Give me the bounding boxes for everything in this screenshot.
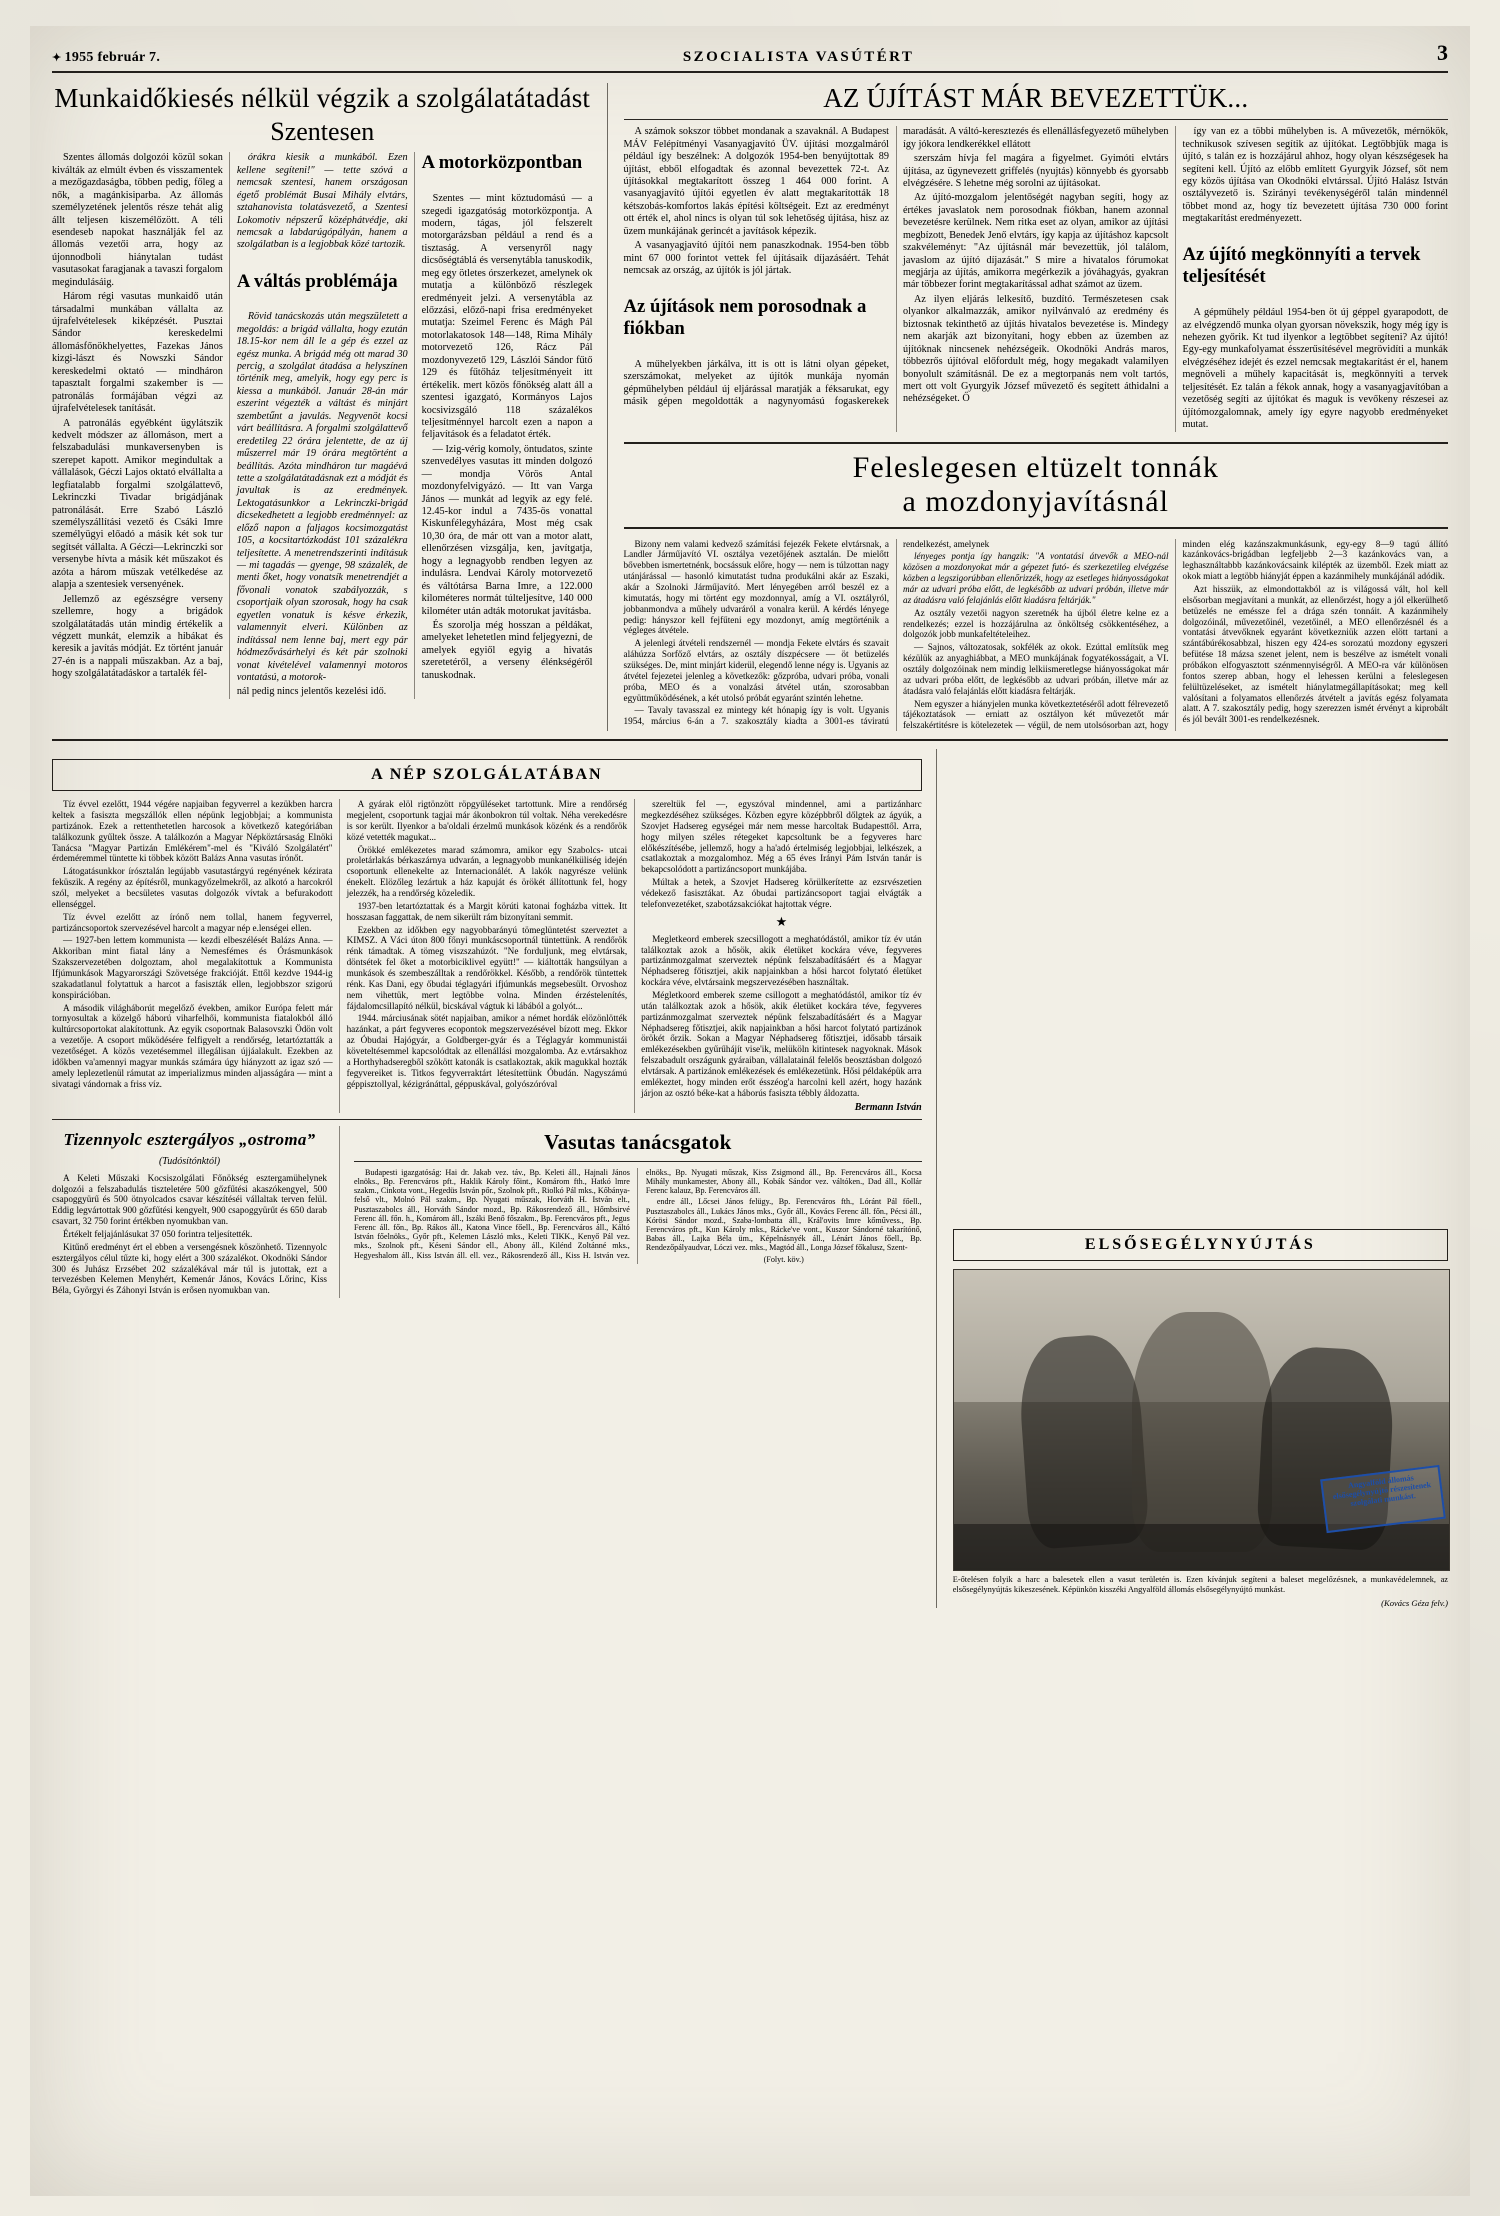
title-line-2: a mozdonyjavításnál <box>902 484 1169 518</box>
paragraph: Kitűnő eredményt ért el ebben a versengésnek köszönhető. Tizennyolc esztergályos célul tűzte ki, hogy elért a 300 százalékot. Okodnöki Sándor 300 és Juhász Erzsébet 202 százalékával már túl is jutottak, ezt a tervezésben Kelemen Menyhért, Kemenár János, Kovács Lőrinc, Kiss Béla, Györgyi és Záhonyi István is erősen nyomukban van. <box>52 1241 327 1296</box>
article-tizennyolc-title: Tizennyolc esztergályos „ostroma” <box>63 1129 316 1149</box>
right-column-block <box>608 83 1449 731</box>
elsosegely-title: ELSŐSEGÉLYNYÚJTÁS <box>953 1229 1448 1261</box>
paragraph: A vasanyagjavító újítói nem panaszkodnak. 1954-ben több mint 67 000 forintot vettek fel újításaik díjazásáért. Tehát nemcsak az ország, az újítók is jól jártak. <box>623 240 889 277</box>
article-munkaidokieses <box>52 83 608 731</box>
paragraph: Nem egyszer a hiányjelen munka következtetéséről adott félrevezető tájékoztatások — erniatt az osztályon két művezetőt már felszakértitésre is kötelezetek — végül, de nem utolsósorban azt, hogy minden elég kazánszakmunkásunk, egy-egy 8—9 tagú állító kazánkovács-brigádban legfeljebb 2—3 kazánkovács van, a leghasználtabbb kazánkovácsaink kilépték az üzemből. Ezek miatt az okok miatt a legtöbb hiányját éppen a kazánmihely munkájánál adódik. <box>903 538 1448 731</box>
paragraph: És szorolja még hosszan a példákat, amelyeket lehetetlen mind feljegyezni, de amelyek egyiől egyig a hivatás szeretetéről, a verseny élénkségéről tanuskodnak. <box>421 619 593 681</box>
masthead-paper-name: SZOCIALISTA VASÚTÉRT <box>682 49 915 65</box>
paragraph: — 1927-ben lettem kommunista — kezdi elbeszélését Balázs Anna. — Akkoriban mint fiatal lány a Nemesfémes és Órásmunkások Szakszervezetében dolgoztam, ahol megalakítottuk a Kommunista Ifjúmunkások Magyarországi Szövetsége frakcióját. Ettől kezdve 1944-ig szakadatlanul folytattuk a harcot a fasiszták ellen, legjobbszor szigorú konspirációban. <box>52 935 333 1000</box>
section-heading: A motorközpontban <box>421 152 583 174</box>
paragraph: Értékelt feljajánlásukat 37 050 forintra teljesítették. <box>63 1228 253 1239</box>
article-body <box>52 152 593 699</box>
divider <box>52 739 1448 741</box>
paragraph: A műhelyekben járkálva, itt is ott is látni olyan gépeket, szerszámokat, melyeket az újítók munkája nyomán gépműhelyben például új eljárással maratják a féksarukat, egy másik gépen megoldották a nagynyomású fogaskerekek maradását. A váltó-keresztezés és ellenállásfegyezető műhelyben így jókora lendkerékkel ellátott <box>623 126 1169 408</box>
masthead <box>52 40 1448 73</box>
elsosegely-block <box>937 749 1448 1608</box>
article-kicker: (Tudósítónktól) <box>158 1155 221 1167</box>
divider <box>624 119 1449 120</box>
article-ujitas-body <box>624 126 1449 431</box>
article-nep <box>52 749 937 1608</box>
paragraph: szereltük fel —, egyszóval mindennel, ami a partizánharc megkezdéséhez szükséges. Közben egyre középbbről dőlgtek az ágyúk, a Szovjet Hadsereg egységei már nem messe harcoltak Budapesttől. Arra, hogy milyen széles rétegeket kapcsoltunk be a fegyveres harc előkészítésébe, jellemző, hogy a ha'adó értelmiség legjobbjai, lelkészek, a csatlakoztak a mozgalomhoz. Még a 65 éves Irányi Pám István tanár is bekapcsolódott a partizáncsoport munkájába. <box>641 799 922 875</box>
paragraph: így van ez a többi műhelyben is. A művezetők, mérnökök, technikusok szívesen segítik az újítókat. Legtöbbjük maga is újító, s talán ez is hozzájárul ahhoz, hogy olyan készségesek ha segíteni kell. Újító az előbb említett Gyurgyik József, sőt nem egy közös újítása van Okodnöki elvtárssal. Újító Halász István osztályvezető is. Szirányi tevékenységéről talán mindennél többet mond az, hogy tíz bevezetett újítása 730 000 forint megtakarítást eredményezett. <box>1182 126 1448 225</box>
paragraph: endre áll., Lőcsei János felügy., Bp. Ferencváros fth., Lóránt Pál főell., Pusztaszabolcs áll., Lukács János mks., Győr áll., Kovács Ferenc áll. főn., Pécsi áll., Kórösi Sándor mozd., Szaba-lombatta áll., Král'ovits Imre kőművess., Bp. Ferencváros pft., Kun Károly mks., Rácke've vont., Kuszor Sándorné takarítónő, Babas áll., Lajka Béla üm., Képelnásnyék áll., Lénárt János főell., Bp. Rendezőpályaudvar, Lóczi vez. mks., Magtód áll., Longa József főkalusz, Szent- <box>645 1197 922 1253</box>
section-separator: ★ <box>775 913 788 929</box>
masthead-date: ✦ 1955 február 7. <box>52 50 161 65</box>
title-line-1: Feleslegesen eltüzelt tonnák <box>852 450 1219 484</box>
elsosegely-photo <box>953 1269 1450 1571</box>
article-tonnak-body <box>624 539 1449 732</box>
paragraph: Rövid tanácskozás után megszületett a megoldás: a brigád vállalta, hogy ezután 18.15-kor nem áll le a gép és ezzel az egész munka. A brigád még ott marad 30 percig, a szolgálat átadása a helyszínen történik meg, amelyik, hogy egy perc is kiessa a munkából. Január 28-án már eszerint végezték a váltást és minjárt szembetűnt a javulás. Negyvenöt kocsi várt beállításra. A forgalmi szolgálattevő eredetileg 22 órára jelentette, de az új műszerrel már 19 órára megtörtént a beállítás. Azóta mindháron tur magáévá tette a szolgálatátadásnak ezt a módját és javultak is az eredmények. Lektogatásunkkor a Lekrinczki-brigád dicsekedhetett a legjobb eredménnyel: az előző napon a faljagos kocsimozgatást 105, a kocsitartózkodást 101 százalékra teljesítette. A menetrendszerinti indításuk — mi tagadás — gyenge, 98 százalék, de menti őket, hogy vonatsík menetrendjét a fővonali vonatok szabályozzák, s csoportjaik olyan szorosak, hogy ha csak egyetlen vonatuk is késve érkezik, valamennyit elveri. Különben az indítással nem lenne baj, mert egy pár hódmezővásárhelyi és két pár szolnoki vonat kivételével valamennyi motoros vontatású, a motorok- <box>236 311 408 683</box>
paragraph: Az osztály vezetői nagyon szeretnék ha újból életre kelne ez a rendelkezés; ezzel is hozzájárulna az önköltség csökkentéséhez, a dolgozók jobb munkafeltételeihez. <box>903 607 1169 640</box>
top-area <box>52 83 1448 731</box>
paragraph: A jelenlegi átvételi rendszernél — mondja Fekete elvtárs és szavait aláhúzza Sorfőző elvtárs, az osztály díszpécsere — öt betüzelés szükséges. De, mint minjárt kiderül, elegendő lenne négy is. Ugyanis az átvétel fejezetei jelenleg a következők: gőzpróba, udvari próba, vonali próba, MEO és a vonalzási átvétel után, szorosabban együttműködésének, a két utolsó próbát egyaránt szintén lehetne. <box>623 638 889 703</box>
paragraph: nál pedig nincs jelentős kezelési idő. <box>236 686 387 698</box>
article-title: Munkaidőkiesés nélkül végzik a szolgálatátadást <box>54 83 591 113</box>
paragraph: Budapesti igazgatóság: Hai dr. Jakab vez. táv., Bp. Keleti áll., Hajnali János elnöks., Bp. Ferencváros pft., Haklik Károly főint., Komárom fth., Hatkó lmre szakm., Cinkota vont., Hegedüs István pőr., Szolnok pft., Riolkó Pál mks., Kőbánya-felső vlt., Molnó Pál szakm., Bp. Nyugati műszak, Horváth H. István elt., Pusztaszabolcs áll., Horváth Sándor mozd., Bp. Rákosrendező áll., Hőmbsirvé Ferenc áll. főn. h., Komárom áll., Iszáki Benő főszakm., Bp. Ferencváros pft., Jegus Ferenc áll. főn., Bp. Rákos áll., Katona Vince főell., Bp. Ferencváros áll., Káltó István főelnöks., Győr pft., Kelemen László mks., Keleti TIKK., Kenyő Pál vez. mks., Szolnok pft., Késeni Sándor ell., Abony áll., Kilénd Zoltánné mks., Hegyeshalom áll., Kiss István áll. ell. vez., Rákosrendező áll., Kiss H. István vez. elnöks., Bp. Nyugati műszak, Kiss Zsigmond áll., Bp. Ferencváros áll., Kocsa Mihály munkamester, Abony áll., Kobák Sándor vez. váltóken., Dad áll., Kollár Ferenc kalauz, Bp. Ferencváros áll. <box>354 1167 922 1260</box>
article-tanacsok-body <box>354 1168 922 1264</box>
section-heading: Az újító megkönnyíti a tervek teljesítését <box>1182 244 1421 288</box>
continuation-note: (Folyt. köv.) <box>763 1254 804 1264</box>
photo-foreground <box>954 1524 1449 1570</box>
paragraph: Szentes — mint köztudomású — a szegedi igazgatóság motorközpontja. A modern, tágas, jól felszerelt motorgarázsban például a rend és a tisztaság. A versenyről nagy dicsőségtáblá és versenytábla tanuskodik, meg egy ötletes órszerkezet, amelynek ok mutatja a különböző részlegek eredményeit jelzi. A versenytábla az előzzási, előző-napi frisa eredményeket mutatja: Szeimel Ferenc és Mágh Pál motorlakatosok 148—148, Rima Mihály motorvezető 126, Rácz Pál mozdonyvezető 129, Lászlói Sándor fűtő 129 és fűtőház teljesítményeit itt értékelik. mert közös főnökség alatt áll a szentesi igazgató, Kormányos Lajos kocsivizsgáló 118 százalékos teljesítménnyel harcolt ezen a napon a feljavítások és a feladatot érték. <box>421 193 593 441</box>
paragraph: Jellemző az egészségre verseny szellemre, hogy a brigádok szolgálatátadás után mindig értékelik a végzett munkát, elemzik a hibákat és keresik a javítás módját. Ez történt január 27-én is a nappali műszakban. Az a baj, hogy szolgálatátadáskor a tartalék fél- <box>52 593 223 680</box>
paragraph: A számok sokszor többet mondanak a szavaknál. A Budapest MÁV Felépítményi Vasanyagjavító ÜV. újítási mozgalmáról például így beszélnek: A dolgozók 1954-ben benyújtottak 89 újítást, ebből elfogadtak és azonnal bevezettek 72-t. Az újításokkal megtakarított összeg 1 464 000 forint. A vasanyagjavító újítói egyetlen év alatt megtakarították 18 kétszobás-komfortos lakás építési költségeit. Ezt az eredményt ott érték el, ahol nincs is olyan túl sok lehetőség újítása, hisz az üzem munkájának gerincét a javítások képezik. <box>623 126 889 237</box>
paragraph: A Keleti Műszaki Kocsiszolgálati Főnökség esztergamühelynek dolgozói a felszabadulás tiszteletére 500 gőzfűtési akaszókengyel, 500 csapoggyürű és 500 ötnyolcados csavar készítéséi vállaltak terven felül. Eddig legvártottak 900 gőzfűtési kengyelt, 900 csapoggyürűt és 650 darab csavart, 32 750 forint értékben nyomukban van. <box>52 1172 327 1227</box>
paragraph: A második világháborút megelőző években, amikor Európa felett már tornyosultak a közelgő háború viharfelhői, kommunista fiatalokból álló kultúrcsoportokat alakítottunk. Az egyik csoportnak Balasovszki Ödön volt a vezetője. A csoport működésére felfigyelt a rendőrség, letartóztatták a vezetőséget. A közös vezetésemmel illegálisan újjáalakult. Ezekben az időkben va'amennyi magyar munkás számára úgy hiányzott az igaz szó — amely leplezetlenül rámutat az imperializmus minden aljasságára — mint a sivatagi vándornak a friss víz. <box>52 1002 333 1089</box>
article-nep-title: A NÉP SZOLGÁLATÁBAN <box>52 759 922 791</box>
paragraph: szerszám hívja fel magára a figyelmet. Gyimóti elvtárs újítása, az ügynevezett griffelés (nyujtás) könnyebb és gyorsabb elvégzésére. S lehetne még sorolni az újításokat. <box>903 153 1169 189</box>
paragraph: — Sajnos, változatosak, sokfélék az okok. Ezúttal említsük meg kézülük az anyaghiábbat, a MEO munkájának fogyatékosságait, a VI. osztály dolgozóinak nem mindig lelkiismeretlegse hiányosságokat már az udvari próba előtt, de legkésőbb az udvari próbán, illetve már az átadásra való felajánlás előtt kiadásra feltárják. <box>903 642 1169 696</box>
paragraph: Megletkeord emberek szecsillogott a meghatódástól, amikor tíz év után találkoztak azok a hősök, akik életüket kockára véve, fegyveres partizánmozgalmat szerveztek népünk felszabadításáért és a Magyar Néphadsereg főtisztjei, akik napjainkban a hősi harcot folytató életüket kockára véve, elvtársaink megszervezésében használtak. <box>641 933 922 988</box>
section-heading: A váltás problémája <box>236 270 398 292</box>
paper-sheet <box>30 26 1470 2196</box>
article-subtitle: Szentesen <box>270 117 375 147</box>
paragraph: Ezekben az időkben egy nagyobbarányú tömeglüntetést szerveztet a KIMSZ. A Váci úton 800 főnyi munkáscsoportnál tüntettünk. A rendőrök rénk támadtak. A tömeg viszszahúzót. "Ne forduljunk, meg elvtársak, döntsétek fel őket a motorbiciklivel együtt!" — kiáltották hangsúlyan a munkások és szembeszálltak a rendőrökkel. Később, a rendőrök tüntettek rénk. Kas Dani, egy őbudai téglagyári ifjúmunkás megsebesült. Orvoshoz nem vihettük, mert legtöbbe volna. Minden érzéstelenítés, fájdalomcsillapító nélkül, bicskával vágtuk ki lábából a golyót... <box>346 924 628 1011</box>
paragraph: A gépműhely például 1954-ben öt új géppel gyarapodott, de az elvégzendő munka olyan gyorsan növekszik, hogy még így is nehezen győrik. Kt tud ilyenkor a legtöbbet segíteni? Az újító! Egy-egy munkafolyamat ésszerűsítésével megrövidíti a munkák elvégzéséhez idejét és ezzel nemcsak megtakarítást ér el, hanem megnöveli a műhely kapacitását is, megkönnyíti a tervek teljesítését. Ez talán a fékok annak, hogy a vasanyagjavítóban a vezetőség segíti az újítókat és maguk is vevőkeny részesei az újítómozgalomnak, amely így egyre nagyobb eredményeket mutat. <box>1182 307 1448 431</box>
article-tonnak-title <box>624 442 1449 529</box>
paragraph: Tíz évvel ezelőtt az írónő nem tollal, hanem fegyverrel, partizáncsoportok szervezésével harcolt a magyar nép e.lenségei ellen. <box>52 911 333 933</box>
photo-credit: (Kovács Géza felv.) <box>1381 1598 1448 1609</box>
paragraph: A patronálás egyébként ügylátszik kedvelt módszer az állomáson, mert a felszabadulási munkaversenyben is szerepet kapott. Amikor megindultak a vállalások, Géczi Lajos oktató elvállalta a legfiatalabb forgalmi szolgálattevő, Lekrinczki Tivadar brigádjának patronálását. Erre Szabó László személyszállítási vezető és Csáki Imre személyügyi előadó a másik két sok tur segítsét vállalta. A Géczi—Lekrinczki sor versenybe hívta a másik két műszakot és azóta a három műszak vetélkedése az alapja a szentesiek versenyének. <box>52 417 223 591</box>
paragraph: A gyárak elöl rigtönzött röpgyűléseket tartottunk. Mire a rendőrség megjelent, csoportunk tagjai már ákonbokron túl voltak. Néha verekedésre is sor került. Ilyenkor a ba'oldali érzelmű munkások közénk és a rendőrök közé vetették magukat... <box>346 799 628 842</box>
photo-figure <box>1132 1312 1272 1552</box>
photo-stamp: Angyalföld állomás elsősegélynyújtó részesítenek szolgálati munkást. <box>1320 1465 1446 1533</box>
photo-caption: E-őtelésen folyik a harc a balesetek ellen a vasut területén is. Ezen kívánjuk segíteni a baleset megelőzésnek, a munkavédelemnek, az elsősegélynyújtás kikeszesének. Képünkön kisszéki Angyalföld állomás elsősegélynyújtó munkást. <box>952 1575 1448 1595</box>
paragraph: 1944. márciusának sötét napjaiban, amikor a német hordák elözönlötték hazánkat, a párt fegyveres ecopontok megszervezésével bízott meg. Ekkor az Óbudai Hajógyár, a Goldberger-gyár és a Téglagyár kommunistái követeltésemmel kapcsolódtak az ellenállási mozgalomba. Az e.vtársakhoz a Horthyhadseregből szökött katonák is csatlakoztak, akik magukkal hozták fegyvereiket is. Titkos fegyverraktárt létesítettünk Óbudán. Nagyszámú géppisztollyal, kézigránáttal, géppuskával, golyószóróval <box>346 1013 628 1089</box>
paragraph: lényeges pontja így hangzik: "A vontatási átvevők a MEO-nál közösen a mozdonyokat már a gépezet futó- és szerkezetileg elvégzése közben a legszigorúbban ellenőrizzék, hogy az esetleges hiányosságokat már az udvari próba előtt, de legkésőbb az udvari próbán, illetve már az átadásra való felajánlás előtt kiadásra feltárják." <box>903 551 1169 605</box>
paragraph: Tíz évvel ezelőtt, 1944 végére napjaiban fegyverrel a kezükben harcra keltek a fasiszta megszállók ellen népünk legjobbjai; a kommunista partizánok. Ezek a rettenthetetlen harcosok a következő kategóriában találkozunk gyűltek össze. A találkozón a Magyar Népköztársaság Elnöki Tanácsa "Magyar Partizán Emlékérem"-mel és "Kiváló Szolgálatért" érdeméremmel tüntette ki többek között Balázs Anna vasutas írónőt. <box>52 799 333 864</box>
article-tizennyolc <box>52 1126 340 1298</box>
paragraph: Az ilyen eljárás lelkesítő, buzdító. Természetesen csak olyankor alkalmazzák, amikor nyilvánvaló az eredmény és biztosnak tekinthető az újítás hivatalos bevezetése is. Mindegy nem akarják azt bizonyítani, hogy ebben az üzemben az újítóknak nincsenek nehézségeik. Okodnöki András maros, többezrős újítóval előfordult még, hogy megakadt valamilyen bonyolult számításnál. De ez a megtorpanás nem volt tartós, mert ott volt Gyurgyik József művezető és segített áthidalni a nehézségeket. Ő <box>903 293 1169 405</box>
paragraph: — Tavaly tavasszal ez mintegy két hónapig így is volt. Ugyanis 1954, március 6-án a 7. szakosztály kiadta a 3001-es táviratú rendelkezést, amelynek <box>623 538 990 727</box>
paragraph: Az újító-mozgalom jelentőségét nagyban segíti, hogy az értékes javaslatok nem porosodnak fiókban, hanem azonnal bevezetésre kerülnek. Nem ritka eset az olyan, amikor az újítási megbízott, Benedek Jenő elvtárs, így kapja az újításhoz kapcsolt szakvéleményt: "Az újításnál már bevezettük, jól találom, javaslom az újító díjazását." S mire a hivatalos fórumokat megjárja az újítás, amikorra megérkezik a jóváhagyás, gyakran már többezer forint megtakarítással adhat számot az üzem. <box>903 192 1169 291</box>
paragraph: Látogatásunkkor írósztalán legújabb vasutastárgyú regényének kézirata feküszik. A regény az építésről, munkagyőzelmekről, az alkotó a harcokról szól, melyeket a becsületes vasutas dolgozók vívtak a befurakodott ellenséggel. <box>52 866 333 909</box>
paragraph: Szentes állomás dolgozói közül sokan kiválták az elmúlt évben és visszamentek a mezőgazdaságba, többen pedig, főleg a nők, a magánkisiparba. Az állomás személyzetének jelentős része tehát alig állt teljesen kiszemélőzött. A téli esendeseb napokat használják fel az állomás vezetői arra, hogy az újonnodboli hiánytalan tudást vasutasokat faragjanak a tavaszi forgalom megindulásáig. <box>52 152 223 288</box>
paragraph: Örökké emlékezetes marad számomra, amikor egy Szabolcs- utcai proletárlakás bérkaszárnya udvarán, a legnagyobb munkanélküliség idején csoportunk ellenekelte az Internacionálét. A lakók nagyrésze velünk énekelt. Elözőleg lezártuk a ház kapuját és örökét állítottunk fel, hogy jelezzék, ha a rendőrség közeledik. <box>346 844 628 899</box>
paragraph: Három régi vasutas munkaidő után társadalmi munkában vállalta az újrafelvételesek kiképzését. Pusztai Sándor kereskedelmi állomásfőnökhelyettes, Fazekas János kizgi-lászt és Nowszki Sándor kereskedelmi oktató — mindháron tapasztalt forgalmi szakember is — patronálás formájában végzi az újrafelvételesek tanítását. <box>52 291 223 415</box>
divider <box>354 1161 922 1162</box>
paragraph: Múltak a hetek, a Szovjet Hadsereg körülkerítette az ezsrvészetien védekező fasisztákat. Az óbudai partizáncsoport tagjai elvágták a telefonvezetéket, szabotázsakciókat hajtottak végre. <box>641 877 922 909</box>
paragraph: Azt hisszük, az elmondottakból az is világossá vált, hol kell elsősorban megjavítani a munkát, az ellenőrzést, hogy a jól elkerülhető betüzelés ne eméssze fel a drága szén tonnáit. A kazánmihely dolgozóinál, művezetőinél, vezetőinél, a MEO ellenőrzésnél és a vontatási átvevőknek egyaránt következniük azzen elött tartani a szántábúrékosabbzal, hiszen egy 424-es sorozatú mozdony egyszeri befütése 18 mázsa szenet jelent, nem is beszélve az ismételt vonali próbákon elfogyasztott szénmennyiségről. A MEO-ra vár különösen fontos szerep abban, hogy el lehessen kerülni a feleslegesen felültüzeléseket, az ismételt hiánylatmegállapításokat; meg kell valósítani a folyamatos ellenőrzés átvételt a javítás egész folyamata alatt. A 7. szakosztály pedig, hogy szerezzen ismét érvényt a kiprobált és jól bevált 3001-es rendelkezésnek. <box>1182 583 1448 725</box>
lower-area <box>52 749 1448 1608</box>
masthead-page-number: 3 <box>1437 40 1448 65</box>
article-ujitas-title: AZ ÚJÍTÁST MÁR BEVEZETTÜK... <box>823 83 1249 113</box>
star-icon: ✦ <box>52 52 62 64</box>
article-byline: Bermann István <box>854 1101 922 1113</box>
section-heading: Az újítások nem porosodnak a fiókban <box>623 296 867 340</box>
article-tanacsok <box>354 1126 922 1298</box>
divider <box>52 1119 922 1120</box>
article-nep-body <box>52 799 922 1112</box>
article-tanacsok-title: Vasutas tanácsgatok <box>544 1129 732 1154</box>
paragraph: órákra kiesik a munkából. Ezen kellene segíteni!" — tette szóvá a nemcsak szentesi, hanem országosan égető problémát Busai Mihály elvtárs, sztahanovista tolatásvezető, a Szentesi Lokomotiv népszerű középhátvédje, aki nemcsak a labdarúgópályán, hanem a szolgálatban is a legjobbak közé tartozik. <box>236 152 408 251</box>
paragraph: 1937-ben letartóztattak és a Margit körúti katonai fogházba vittek. Itt hosszasan faggattak, de nem sikerült rám bizonyítani semmit. <box>346 900 628 922</box>
paragraph: Mégletkoord emberek szeme csillogott a meghatódástól, amikor tíz év után találkoztak azok a hősök, akik életüket kockára téve, fegyveres partizánmozgalmat szerveztek népünk felszabadításáért és a Magyar Néphadsereg főtisztjei, akik napjainkban a hősi harcot folytató partizánok örökét őrzik. Sokan a Magyar Néphadsereg főtisztjei, idősabb társaik emlékezésekben gyűrűhájít vise'ik, melüköln kitintesek nagyoknak. Mások felszabadult országunk gyáraiban, vállalatainál felelős beosztásban dolgozó elvtársak. A partizánok emlékezések és emlékezetünk. Hősi példaképük arra emlékeztet, hogy minden erőt ésszéog'a harcolni kell azért, hogy hazánk járjon az osztó béke-kat a háborús fasiszta tébbly áldozatta. <box>641 990 922 1098</box>
paragraph: Bizony nem valami kedvező számítási fejezék Fekete elvtársnak, a Landler Járműjavító VI. osztálya vezetőjének asztalán. De mielőtt bővebben ismertetnénk, bocsássuk előre, hogy — nem is túlzottan nagy utánjárással — hasonló kimutatást tudna produkálni akár az Eszaki, akár a Szolnoki Járműjavító. Mert lényegében arról beszél ez a kimutatás, hogy mi történt egy mozdonnyal, amíg a VI. osztályról, jobbanmondva a műhely udvaráról a vonalra kerül. A kérdés lényege pedig: hányszor kell fejfűteni egy mozdonyt, amíg megtörténik a végleges átvétele. <box>623 538 889 636</box>
paragraph: — Izig-vérig komoly, öntudatos, szinte szenvedélyes vasutas itt minden dolgozó — mondja Vörös Antal mozdonyfelvigyázó. — Itt van Varga János — munkát ad legyik az egy felé. 12.45-kor indul a 7435-ös vonattal Kiskunfélegyházára, Most még csak 10,30 óra, de már ott van a motor alatt, ellenőrzésen vizsgálja, ken, javítgatja, hogy a legnagyobb rendben legyen az indulásra. Lendvai Károly motorvezető és váltótársa Barna Imre, a 122.000 kilométeres normát túlteljesítve, 140 000 kilométer után adták motorukat javításba. <box>421 443 593 617</box>
